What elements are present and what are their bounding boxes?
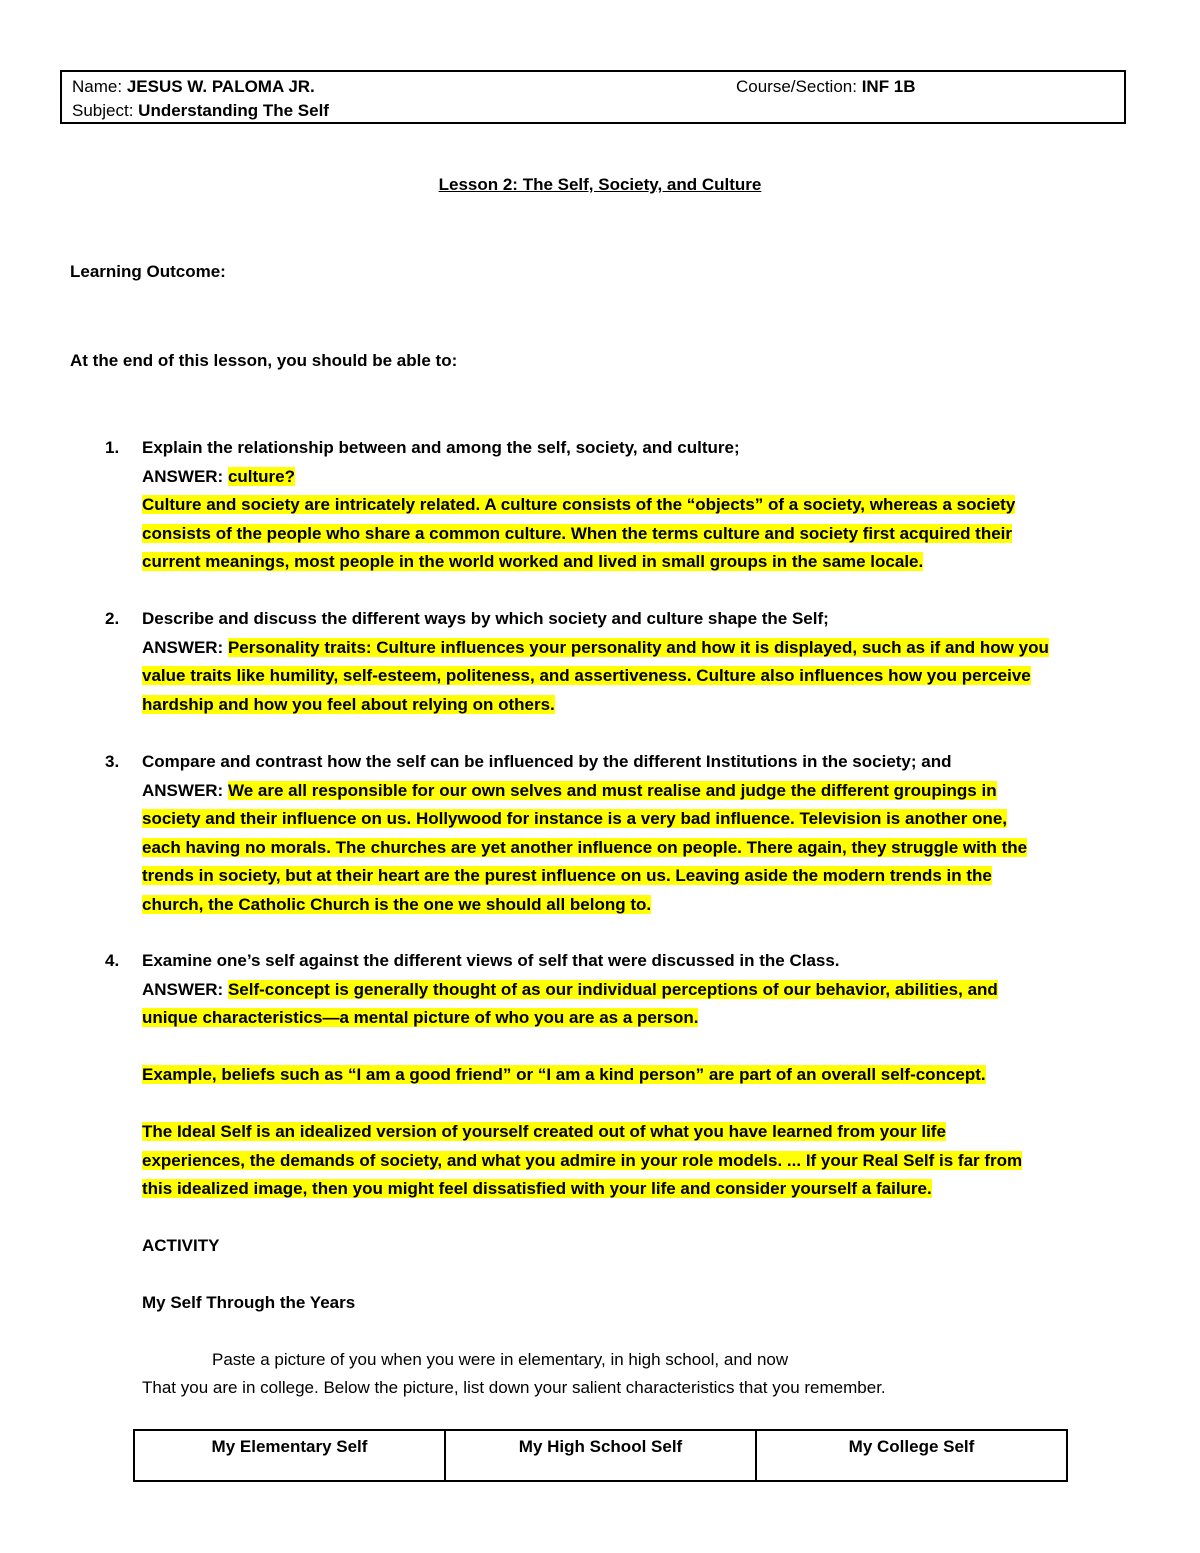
table-header-high-school: My High School Self	[445, 1430, 756, 1481]
answer-line	[142, 834, 1132, 863]
subject-label: Subject:	[72, 101, 134, 120]
paragraph-gap	[142, 1033, 1132, 1062]
question-number: 1.	[105, 438, 120, 457]
answer-highlight: We are all responsible for our own selves and must realise and judge the different groupings in	[227, 780, 997, 800]
answer-highlight: culture?	[227, 466, 296, 486]
answer-label: ANSWER:	[142, 979, 224, 999]
answer-line	[142, 862, 1132, 891]
answer-label: ANSWER:	[142, 780, 224, 800]
paragraph-gap	[142, 1090, 1132, 1119]
answer-line	[142, 662, 1132, 691]
answer-line	[142, 463, 1132, 492]
answer-line	[142, 976, 1132, 1005]
answer-line	[142, 1004, 1132, 1033]
question-body	[142, 947, 1132, 1204]
student-info-box	[60, 70, 1126, 124]
answer-line	[142, 691, 1132, 720]
answer-highlight: consists of the people who share a common culture. When the terms culture and society first acquired their	[142, 523, 1013, 543]
answer-highlight: trends in society, but at their heart are the purest influence on us. Leaving aside the modern trends in the	[142, 866, 992, 885]
learning-outcome-label: Learning Outcome:	[70, 262, 226, 281]
course-value: INF 1B	[861, 77, 916, 96]
answer-line	[142, 634, 1132, 663]
answer-highlight: unique characteristics—a mental picture of who you are as a person.	[142, 1008, 699, 1027]
answer-highlight: this idealized image, then you might feel dissatisfied with your life and consider yourself a failure.	[142, 1179, 932, 1198]
answer-line	[142, 520, 1132, 549]
answer-highlight: Self-concept is generally thought of as our individual perceptions of our behavior, abilities, and	[227, 979, 998, 999]
answer-highlight: hardship and how you feel about relying on others.	[142, 694, 555, 714]
table-header-elementary: My Elementary Self	[134, 1430, 445, 1481]
answer-line	[142, 805, 1132, 834]
answer-line	[142, 891, 1132, 920]
course-section	[736, 75, 916, 99]
question-text: Describe and discuss the different ways by which society and culture shape the Self;	[142, 609, 829, 628]
answer-highlight: Culture and society are intricately related. A culture consists of the “objects” of a society, whereas a society	[142, 495, 1016, 514]
answer-line	[142, 1118, 1132, 1147]
header-row-name	[72, 75, 1114, 99]
activity-title: My Self Through the Years	[142, 1293, 356, 1312]
self-through-years-table	[133, 1429, 1068, 1482]
answer-highlight: Example, beliefs such as “I am a good friend” or “I am a kind person” are part of an overall self-concept.	[142, 1065, 986, 1084]
name-label: Name:	[72, 77, 123, 96]
answer-highlight: society and their influence on us. Hollywood for instance is a very bad influence. Television is another one,	[142, 809, 1007, 828]
question-number: 2.	[105, 609, 120, 628]
question-number: 4.	[105, 951, 120, 970]
answer-label: ANSWER:	[142, 466, 224, 486]
header-row-subject	[72, 99, 1114, 123]
question-body	[142, 748, 1132, 919]
question-body	[142, 605, 1132, 719]
answer-highlight: each having no morals. The churches are yet another influence on people. There again, they struggle with the	[142, 837, 1028, 857]
subject-value: Understanding The Self	[138, 101, 329, 120]
answer-line	[142, 1147, 1132, 1176]
answer-highlight: church, the Catholic Church is the one we should all belong to.	[142, 894, 652, 914]
question-body	[142, 434, 1132, 577]
table-header-college: My College Self	[756, 1430, 1067, 1481]
answer-highlight: experiences, the demands of society, and what you admire in your role models. ... If your Real Self is far from	[142, 1150, 1023, 1170]
answer-highlight: The Ideal Self is an idealized version of yourself created out of what you have learned from your life	[142, 1122, 946, 1141]
answer-highlight: Personality traits: Culture influences your personality and how it is displayed, such as if and how you	[227, 637, 1049, 657]
answer-highlight: value traits like humility, self-esteem, politeness, and assertiveness. Culture also influences how you perceive	[142, 666, 1031, 685]
lesson-title: Lesson 2: The Self, Society, and Culture	[438, 175, 762, 194]
name-value: JESUS W. PALOMA JR.	[126, 77, 315, 96]
answer-line	[142, 1061, 1132, 1090]
table-header-row	[134, 1430, 1067, 1481]
answer-line	[142, 491, 1132, 520]
course-label: Course/Section:	[736, 77, 857, 96]
activity-instruction-line1: Paste a picture of you when you were in elementary, in high school, and now	[212, 1350, 789, 1369]
question-text: Explain the relationship between and among the self, society, and culture;	[142, 438, 740, 457]
activity-instruction-line2: That you are in college. Below the picture, list down your salient characteristics that you remember.	[142, 1378, 886, 1397]
question-number: 3.	[105, 752, 120, 771]
answer-line	[142, 1175, 1132, 1204]
answer-line	[142, 548, 1132, 577]
answer-label: ANSWER:	[142, 637, 224, 657]
activity-heading: ACTIVITY	[142, 1236, 220, 1255]
question-text: Examine one’s self against the different views of self that were discussed in the Class.	[142, 951, 840, 970]
answer-highlight: current meanings, most people in the world worked and lived in small groups in the same locale.	[142, 552, 924, 571]
answer-line	[142, 777, 1132, 806]
lesson-intro: At the end of this lesson, you should be able to:	[70, 351, 458, 370]
question-text: Compare and contrast how the self can be influenced by the different Institutions in the society; and	[142, 752, 952, 771]
